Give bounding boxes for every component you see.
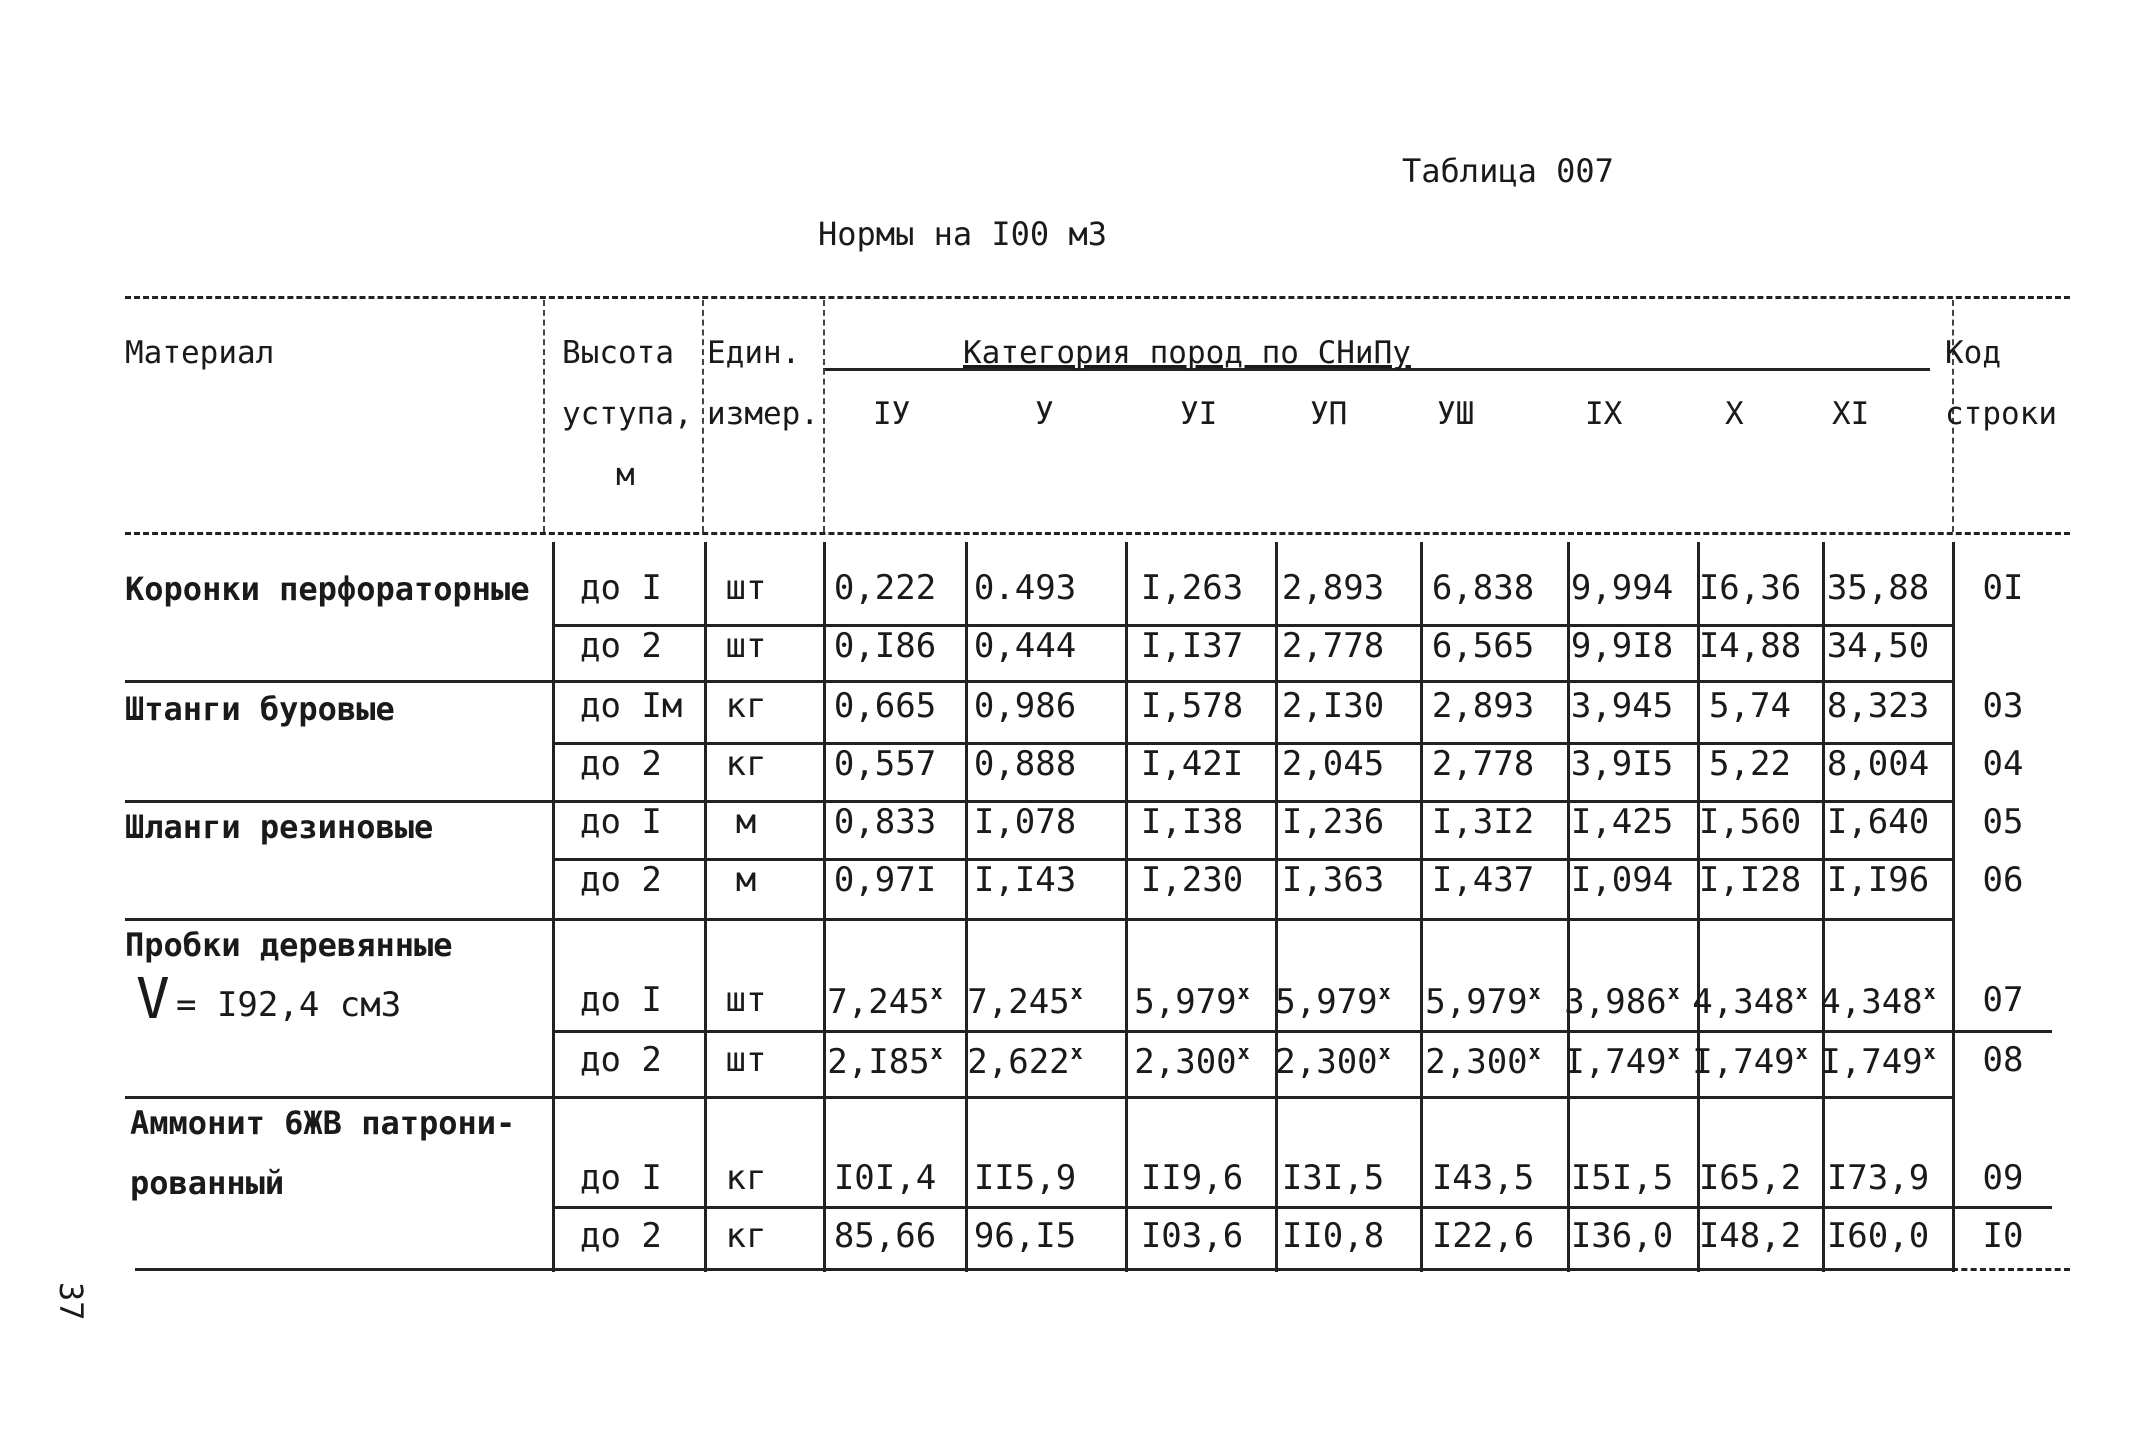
norms-label: Нормы на I00 м3 [818, 215, 1107, 253]
row-value: 5,74 [1709, 686, 1791, 726]
row-code: 05 [1982, 802, 2024, 842]
footnote-mark: x [930, 980, 943, 1004]
row-value: I,560 [1698, 802, 1802, 842]
row-value: 3,945 [1570, 686, 1674, 726]
row-value: 34,50 [1826, 626, 1930, 666]
row-value: 7,245$^x$ [827, 980, 943, 1022]
row-value: I5I,5 [1570, 1158, 1674, 1198]
header-column-7: УП [1310, 396, 1348, 432]
row-value: 0,888 [973, 744, 1077, 784]
material-name: Штанги буровые [125, 690, 395, 728]
row-value: I,078 [973, 802, 1077, 842]
footnote-mark: x [1667, 1040, 1680, 1064]
row-unit: кг [725, 686, 767, 726]
row-value: I,363 [1281, 860, 1385, 900]
row-value: I,236 [1281, 802, 1385, 842]
row-value: 5,22 [1709, 744, 1791, 784]
header-unit-line-1: Един. [707, 335, 801, 371]
row-value: I,437 [1431, 860, 1535, 900]
header-height-line-1: Высота [562, 335, 674, 371]
row-code: I0 [1982, 1216, 2024, 1256]
table-bottom-dash [1952, 1268, 2070, 1271]
row-value: 6,565 [1431, 626, 1535, 666]
row-value: I6,36 [1698, 568, 1802, 608]
row-value: I43,5 [1431, 1158, 1535, 1198]
row-unit: шт [725, 980, 767, 1020]
body-divider-8 [1567, 542, 1570, 1272]
header-column-4: IУ [873, 396, 911, 432]
row-code: 03 [1982, 686, 2024, 726]
row-value: I03,6 [1140, 1216, 1244, 1256]
row-unit: м [735, 802, 757, 842]
row-height: до 2 [580, 626, 662, 666]
body-divider-5 [1125, 542, 1128, 1272]
row-value: 2,I30 [1281, 686, 1385, 726]
row-code: 07 [1982, 980, 2024, 1020]
footnote-mark: x [1923, 1040, 1936, 1064]
material-name: рованный [130, 1164, 285, 1202]
row-value: I,749$^x$ [1692, 1040, 1808, 1082]
row-value: 3,9I5 [1570, 744, 1674, 784]
header-bottom-rule [125, 532, 2070, 535]
body-divider-4 [965, 542, 968, 1272]
row-value: I48,2 [1698, 1216, 1802, 1256]
footnote-mark: x [1528, 1040, 1541, 1064]
row-height: до I [580, 568, 662, 608]
footnote-mark: x [930, 1040, 943, 1064]
row-value: 2,893 [1431, 686, 1535, 726]
row-unit: шт [725, 568, 767, 608]
header-column-11: XI [1832, 396, 1870, 432]
row-value: I,749$^x$ [1820, 1040, 1936, 1082]
footnote-mark: x [1378, 980, 1391, 1004]
group-rule-3 [125, 918, 1952, 921]
material-name: Шланги резиновые [125, 808, 434, 846]
volume-symbol: V [136, 967, 170, 1032]
body-divider-3 [823, 542, 826, 1272]
row-value: 3,986$^x$ [1564, 980, 1680, 1022]
footnote-mark: x [1795, 1040, 1808, 1064]
row-value: 2,778 [1431, 744, 1535, 784]
row-value: I,425 [1570, 802, 1674, 842]
row-value: 5,979$^x$ [1275, 980, 1391, 1022]
row-value: I60,0 [1826, 1216, 1930, 1256]
header-divider-2 [702, 300, 704, 532]
row-value: II5,9 [973, 1158, 1077, 1198]
page-number: 37 [52, 1282, 90, 1321]
row-value: 4,348$^x$ [1692, 980, 1808, 1022]
row-value: I0I,4 [833, 1158, 937, 1198]
row-value: I,263 [1140, 568, 1244, 608]
row-unit: кг [725, 1158, 767, 1198]
row-value: 7,245$^x$ [967, 980, 1083, 1022]
row-value: 2,622$^x$ [967, 1040, 1083, 1082]
material-name: Аммонит 6ЖВ патрони- [130, 1104, 516, 1142]
row-code: 08 [1982, 1040, 2024, 1080]
row-value: 0,97I [833, 860, 937, 900]
body-divider-1 [552, 542, 555, 1272]
row-value: 2,I85$^x$ [827, 1040, 943, 1082]
header-divider-3 [823, 300, 825, 532]
footnote-mark: x [1923, 980, 1936, 1004]
row-value: 2,045 [1281, 744, 1385, 784]
table-top-rule [125, 296, 2070, 299]
footnote-mark: x [1237, 1040, 1250, 1064]
row-value: I,I43 [973, 860, 1077, 900]
row-height: до I [580, 980, 662, 1020]
header-height-line-3: м [616, 457, 635, 493]
table-bottom-rule [135, 1268, 1952, 1271]
row-code: 04 [1982, 744, 2024, 784]
row-value: II0,8 [1281, 1216, 1385, 1256]
header-code-line-1: Код [1945, 335, 2001, 371]
row-value: I,I28 [1698, 860, 1802, 900]
footnote-mark: x [1237, 980, 1250, 1004]
row-height: до 2 [580, 860, 662, 900]
row-value: II9,6 [1140, 1158, 1244, 1198]
row-value: 9,994 [1570, 568, 1674, 608]
header-divider-1 [543, 300, 545, 532]
body-divider-6 [1275, 542, 1278, 1272]
row-height: до 2 [580, 744, 662, 784]
row-value: 35,88 [1826, 568, 1930, 608]
row-unit: м [735, 860, 757, 900]
row-height: до Iм [580, 686, 683, 726]
row-value: 0,I86 [833, 626, 937, 666]
row-value: I,578 [1140, 686, 1244, 726]
header-column-10: X [1725, 396, 1744, 432]
row-value: I,I96 [1826, 860, 1930, 900]
row-value: 0,986 [973, 686, 1077, 726]
header-column-9: IX [1585, 396, 1623, 432]
header-column-5: У [1035, 396, 1054, 432]
header-unit-line-2: измер. [707, 396, 819, 432]
row-value: 2,300$^x$ [1425, 1040, 1541, 1082]
row-value: 0,222 [833, 568, 937, 608]
footnote-mark: x [1667, 980, 1680, 1004]
row-value: 8,323 [1826, 686, 1930, 726]
header-height-line-2: уступа, [562, 396, 693, 432]
header-column-8: УШ [1437, 396, 1475, 432]
row-value: I3I,5 [1281, 1158, 1385, 1198]
row-value: 2,300$^x$ [1275, 1040, 1391, 1082]
material-name: Пробки деревянные [125, 926, 453, 964]
row-value: 0,557 [833, 744, 937, 784]
footnote-mark: x [1795, 980, 1808, 1004]
row-unit: кг [725, 744, 767, 784]
footnote-mark: x [1070, 980, 1083, 1004]
group-rule-1 [125, 680, 1952, 683]
footnote-mark: x [1070, 1040, 1083, 1064]
row-height: до 2 [580, 1216, 662, 1256]
material-name: Коронки перфораторные [125, 570, 530, 608]
header-material: Материал [125, 335, 275, 371]
footnote-mark: x [1378, 1040, 1391, 1064]
footnote-mark: x [1528, 980, 1541, 1004]
row-height: до I [580, 802, 662, 842]
body-divider-11 [1952, 542, 1955, 1272]
row-value: 2,300$^x$ [1134, 1040, 1250, 1082]
row-value: 8,004 [1826, 744, 1930, 784]
row-value: 9,9I8 [1570, 626, 1674, 666]
row-value: I22,6 [1431, 1216, 1535, 1256]
row-value: I,I37 [1140, 626, 1244, 666]
row-code: 06 [1982, 860, 2024, 900]
row-unit: шт [725, 626, 767, 666]
row-value: I,230 [1140, 860, 1244, 900]
body-divider-10 [1822, 542, 1825, 1272]
header-column-6: УI [1180, 396, 1218, 432]
row-value: I65,2 [1698, 1158, 1802, 1198]
row-value: 96,I5 [973, 1216, 1077, 1256]
row-value: I73,9 [1826, 1158, 1930, 1198]
row-value: I,749$^x$ [1564, 1040, 1680, 1082]
body-divider-2 [704, 542, 707, 1272]
row-value: I,I38 [1140, 802, 1244, 842]
table-label: Таблица 007 [1402, 152, 1614, 190]
row-code: 0I [1982, 568, 2024, 608]
row-value: I,42I [1140, 744, 1244, 784]
row-value: I,094 [1570, 860, 1674, 900]
row-value: 0,833 [833, 802, 937, 842]
row-unit: шт [725, 1040, 767, 1080]
row-code: 09 [1982, 1158, 2024, 1198]
row-value: 5,979$^x$ [1134, 980, 1250, 1022]
row-unit: кг [725, 1216, 767, 1256]
row-value: I,640 [1826, 802, 1930, 842]
body-divider-7 [1420, 542, 1423, 1272]
header-category: Категория пород по СНиПу [963, 335, 1411, 371]
row-value: 2,893 [1281, 568, 1385, 608]
row-value: 85,66 [833, 1216, 937, 1256]
row-value: 6,838 [1431, 568, 1535, 608]
row-value: 4,348$^x$ [1820, 980, 1936, 1022]
row-value: 0,444 [973, 626, 1077, 666]
material-volume: = I92,4 см3 [176, 985, 402, 1025]
row-value: I4,88 [1698, 626, 1802, 666]
row-value: 0,665 [833, 686, 937, 726]
row-value: I,3I2 [1431, 802, 1535, 842]
row-height: до 2 [580, 1040, 662, 1080]
row-rule-5 [552, 1206, 2052, 1209]
row-value: 5,979$^x$ [1425, 980, 1541, 1022]
row-height: до I [580, 1158, 662, 1198]
header-code-line-2: строки [1945, 396, 2057, 432]
row-value: I36,0 [1570, 1216, 1674, 1256]
row-value: 0.493 [973, 568, 1077, 608]
group-rule-4 [125, 1096, 1952, 1099]
row-rule-4 [552, 1030, 2052, 1033]
row-value: 2,778 [1281, 626, 1385, 666]
